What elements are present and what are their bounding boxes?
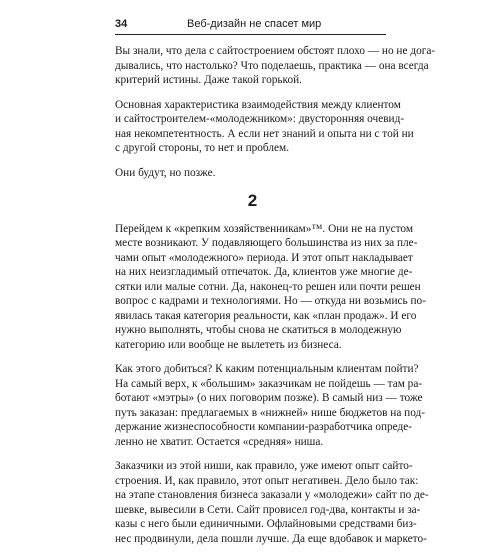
- text-line: держание жизнеспособности компании-разработчика опреде-: [115, 421, 413, 433]
- text-line: и сайтостроителем-«молодежником»: двусторонняя очевид-: [115, 113, 405, 125]
- text-line: месте возникают. У подавляющего большинства из них за пле-: [115, 237, 418, 249]
- section-two: [115, 222, 429, 547]
- paragraph: [115, 166, 390, 181]
- text-line: Заказчики из этой ниши, как правило, уже имеют опыт сайто-: [115, 460, 413, 472]
- section-one: [115, 44, 436, 180]
- text-line: чами опыт «молодежного» периода. И этот опыт накладывает: [115, 251, 413, 264]
- page-content: [115, 44, 436, 556]
- text-line: путь заказан: предлагаемых в «нижней» нише бюджетов на под-: [115, 406, 426, 419]
- paragraph: [115, 222, 426, 353]
- paragraph: [115, 459, 429, 546]
- chapter-number: 2: [247, 191, 258, 210]
- text-line: явилась такая категория реальности, как «план продаж». И его: [115, 309, 417, 322]
- text-line: шевке, вывесили в Сети. Сайт провисел год-два, контакты и за-: [115, 503, 421, 516]
- page-number: 34: [115, 18, 128, 30]
- paragraph: [115, 44, 436, 88]
- text-line: ботают «мэтры» (о них поговорим позже). В самый низ — тоже: [115, 392, 423, 404]
- text-line: критерий истины. Даже такой горькой.: [115, 74, 302, 86]
- text-line: Они будут, но позже.: [115, 166, 216, 179]
- text-line: сятки или малые сотни. Да, наконец-то решен или почти решен: [115, 280, 421, 293]
- text-line: Основная характеристика взаимодействия между клиентом: [115, 98, 401, 111]
- text-line: ная некомпетентность. А если нет знаний и опыта ни с той ни: [115, 127, 414, 140]
- running-title: Веб-дизайн не спасет мир: [187, 18, 322, 30]
- text-line: на этапе становления бизнеса заказали у «молодежи» сайт по де-: [115, 489, 429, 501]
- text-line: нес продвинули, дела пошли лучше. Да еще вдобавок и маркето-: [115, 532, 427, 545]
- text-line: с другой стороны, то нет и проблем.: [115, 142, 290, 154]
- text-line: Перейдем к «крепким хозяйственникам»™. Они не на пустом: [115, 222, 413, 235]
- text-line: казы с него были единичными. Офлайновыми средствами биз-: [115, 518, 417, 530]
- paragraph: [115, 362, 426, 449]
- text-line: категорию или вообще не вылететь из бизнеса.: [115, 338, 342, 351]
- running-header: [115, 17, 386, 35]
- text-line: строения. И, как правило, этот опыт негативен. Дело было так:: [115, 474, 419, 487]
- text-line: На самый верх, к «большим» заказчикам не пойдешь — там ра-: [115, 377, 423, 390]
- text-line: Как этого добиться? К каким потенциальным клиентам пойти?: [115, 363, 419, 375]
- text-line: ленно не хватит. Остается «средняя» ниша.: [115, 435, 324, 448]
- paragraph: [115, 98, 414, 156]
- text-line: на них неизгладимый отпечаток. Да, клиентов уже многие де-: [115, 266, 413, 278]
- text-line: Вы знали, что дела с сайтостроением обстоят плохо — но не дога-: [115, 45, 436, 57]
- text-line: вопрос с кадрами и технологиями. Но — откуда ни возьмись по-: [115, 295, 426, 307]
- text-line: нужно выполнять, чтобы снова не скатиться в молодежную: [115, 324, 402, 336]
- text-line: дывались, что настолько? Что поделаешь, практика — она всегда: [115, 59, 429, 72]
